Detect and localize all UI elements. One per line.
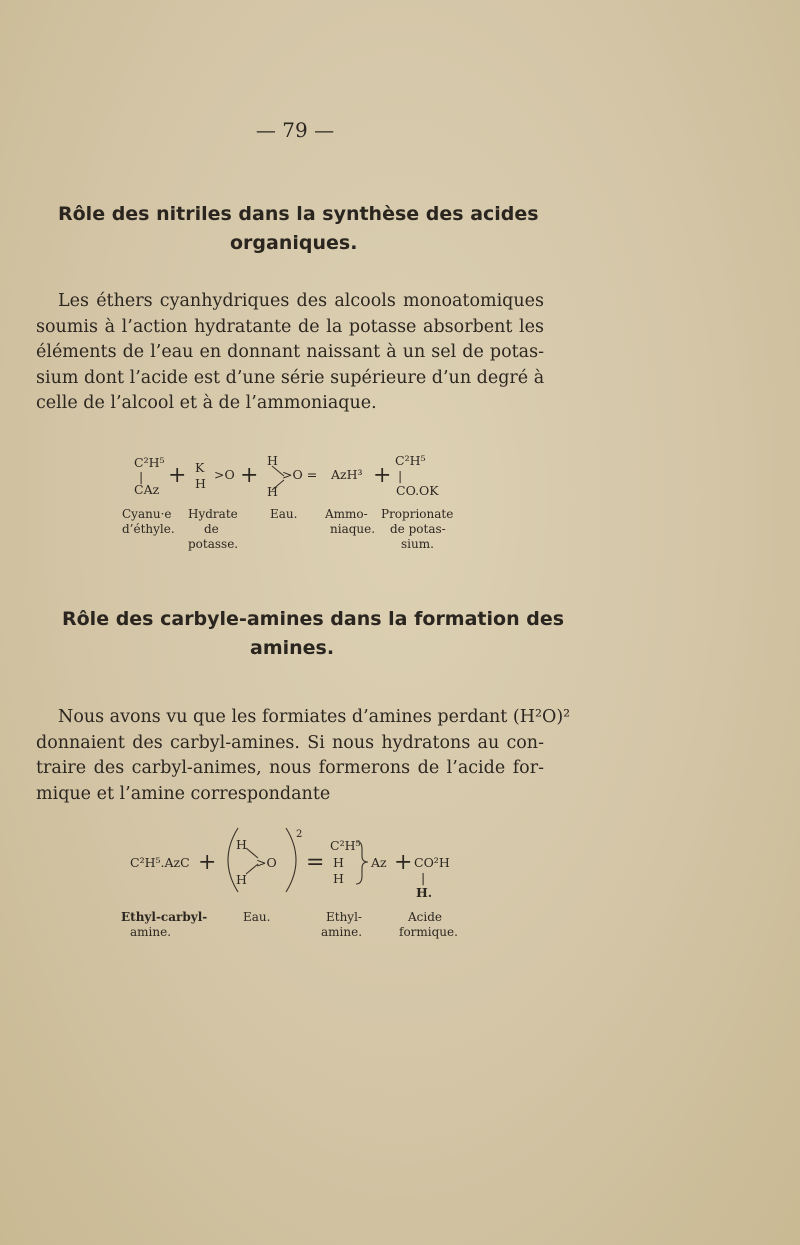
eq1-plus-3: + [373,463,392,488]
paragraph-line: celle de l’alcool et à de l’ammoniaque. [36,393,377,413]
eq2-h2: H [333,871,344,886]
eq1-h-left: H [195,476,206,491]
eq2-co2h: CO²H [414,855,450,870]
eq2-label-eau: Eau. [243,910,271,924]
paragraph-line: donnaient des carbyl-amines. Si nous hydratons au con- [36,732,544,753]
eq1-o-equals: >O = [282,467,318,482]
eq2-h1: H [333,855,344,870]
eq2-label-ethyl: Ethyl- [326,910,362,924]
eq1-label-ammo: Ammo- [325,507,368,521]
eq2-bond: | [421,870,426,885]
eq1-bond-right: | [398,468,403,483]
eq1-o1: >O [214,467,235,482]
eq1-azh3: AzH³ [331,467,363,482]
eq2-h-top: H [236,837,247,852]
eq1-c2h5-left: C²H⁵ [134,455,165,470]
eq1-label-cyanure: Cyanu·e [122,507,172,521]
eq1-label-de: de [204,522,219,536]
eq2-h-final: H. [416,885,433,900]
eq1-caz: CAz [134,482,160,497]
section2-paragraph [36,705,571,807]
eq2-label-formique: formique. [399,925,458,939]
eq1-c2h5-right: C²H⁵ [395,453,426,468]
section1-title-line1: Rôle des nitriles dans la synthèse des acides [58,203,539,225]
eq1-h-top: H [267,453,278,468]
paragraph-line: mique et l’amine correspondante [36,783,331,804]
paragraph-line: traire des carbyl-animes, nous formerons de l’acide for- [36,758,544,778]
eq1-label-proprionate: Proprionate [381,507,454,521]
eq2-label-ethyl-carbyl: Ethyl-carbyl- [121,910,208,924]
eq2-reactant: C²H⁵.AzC [130,855,190,870]
eq2-exponent: 2 [296,829,303,840]
eq1-h-bottom: H [267,484,278,499]
eq1-label-hydrate: Hydrate [188,507,238,521]
eq1-bond-left: | [139,469,144,484]
paragraph-line: Les éthers cyanhydriques des alcools monoatomiques [58,291,544,311]
eq2-label-acide: Acide [408,910,443,924]
eq1-label-niaque: niaque. [330,522,376,536]
eq1-label-ethyle: d’éthyle. [122,522,175,536]
eq1-plus-1: + [168,463,187,488]
eq2-label-amine-2: amine. [321,925,363,939]
eq2-o: >O [256,855,277,870]
paragraph-line: soumis à l’action hydratante de la potasse absorbent les [36,316,544,337]
section1-paragraph [36,289,544,417]
eq1-label-eau: Eau. [270,507,298,521]
eq1-label-potasse: potasse. [188,537,239,551]
paragraph-line: éléments de l’eau en donnant naissant à un sel de potas- [36,342,544,362]
eq1-k: K [195,460,205,475]
paragraph-line: Nous avons vu que les formiates d’amines perdant (H²O)² [58,707,571,727]
paragraph-line: sium dont l’acide est d’une série supérieure d’un degré à [36,367,545,388]
page-number: — 79 — [255,118,335,142]
section2-title-line2: amines. [250,637,335,659]
section2-title-line1: Rôle des carbyle-amines dans la formation des [62,608,565,630]
eq2-az: Az [371,855,387,870]
eq2-c2h5: C²H⁵ [330,838,361,853]
eq1-label-de-potas: de potas- [390,522,446,536]
section1-title-line2: organiques. [230,232,358,254]
eq2-label-amine: amine. [130,925,172,939]
eq1-plus-2: + [240,463,259,488]
eq1-cook: CO.OK [396,483,439,498]
eq2-plus-2: + [394,850,413,875]
eq1-label-sium: sium. [401,537,434,551]
eq2-h-bottom: H [236,872,247,887]
eq2-plus-1: + [198,850,217,875]
eq2-equals: = [306,850,325,875]
